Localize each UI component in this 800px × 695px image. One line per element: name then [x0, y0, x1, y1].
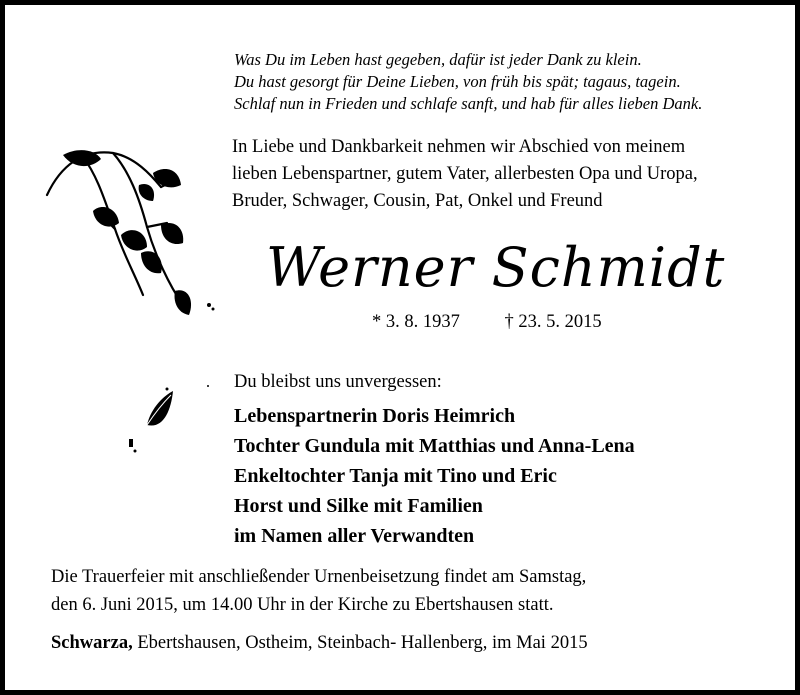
service-line: den 6. Juni 2015, um 14.00 Uhr in der Kirche zu Ebertshausen statt. [51, 595, 554, 615]
places-and-date [51, 629, 771, 657]
family-line: Horst und Silke mit Familien [234, 495, 483, 517]
service-line: Die Trauerfeier mit anschließender Urnenbeisetzung findet am Samstag, [51, 567, 587, 587]
ink-dot [207, 385, 209, 387]
poem [234, 49, 794, 115]
family-line: Lebenspartnerin Doris Heimrich [234, 405, 516, 427]
family-members [234, 401, 774, 551]
family-line: Tochter Gundula mit Matthias und Anna-Lena [234, 435, 635, 457]
poem-line: Schlaf nun in Frieden und schlafe sanft, und hab für alles lieben Dank. [234, 94, 703, 113]
family-line: Enkeltochter Tanja mit Tino und Eric [234, 465, 557, 487]
falling-leaf-icon [125, 385, 185, 465]
life-dates [372, 309, 672, 335]
intro-line: Bruder, Schwager, Cousin, Pat, Onkel und Freund [232, 191, 603, 211]
birth-date: * 3. 8. 1937 [372, 312, 460, 332]
place-list: Ebertshausen, Ostheim, Steinbach- Hallenberg, im Mai 2015 [132, 633, 588, 653]
remember-line: Du bleibst uns unvergessen: [234, 372, 442, 392]
funeral-service-info [51, 563, 771, 619]
death-date: † 23. 5. 2015 [504, 312, 602, 332]
intro-line: In Liebe und Dankbarkeit nehmen wir Abschied von meinem [232, 137, 686, 157]
birch-branch-icon [43, 145, 223, 335]
intro-text [232, 134, 772, 215]
intro-line: lieben Lebenspartner, gutem Vater, allerbesten Opa und Uropa, [232, 164, 698, 184]
place-lead: Schwarza, [51, 633, 133, 653]
deceased-name: Werner Schmidt [266, 236, 726, 299]
poem-line: Was Du im Leben hast gegeben, dafür ist jeder Dank zu klein. [234, 50, 642, 69]
family-line: im Namen aller Verwandten [234, 525, 475, 547]
poem-line: Du hast gesorgt für Deine Lieben, von früh bis spät; tagaus, tagein. [234, 72, 681, 91]
